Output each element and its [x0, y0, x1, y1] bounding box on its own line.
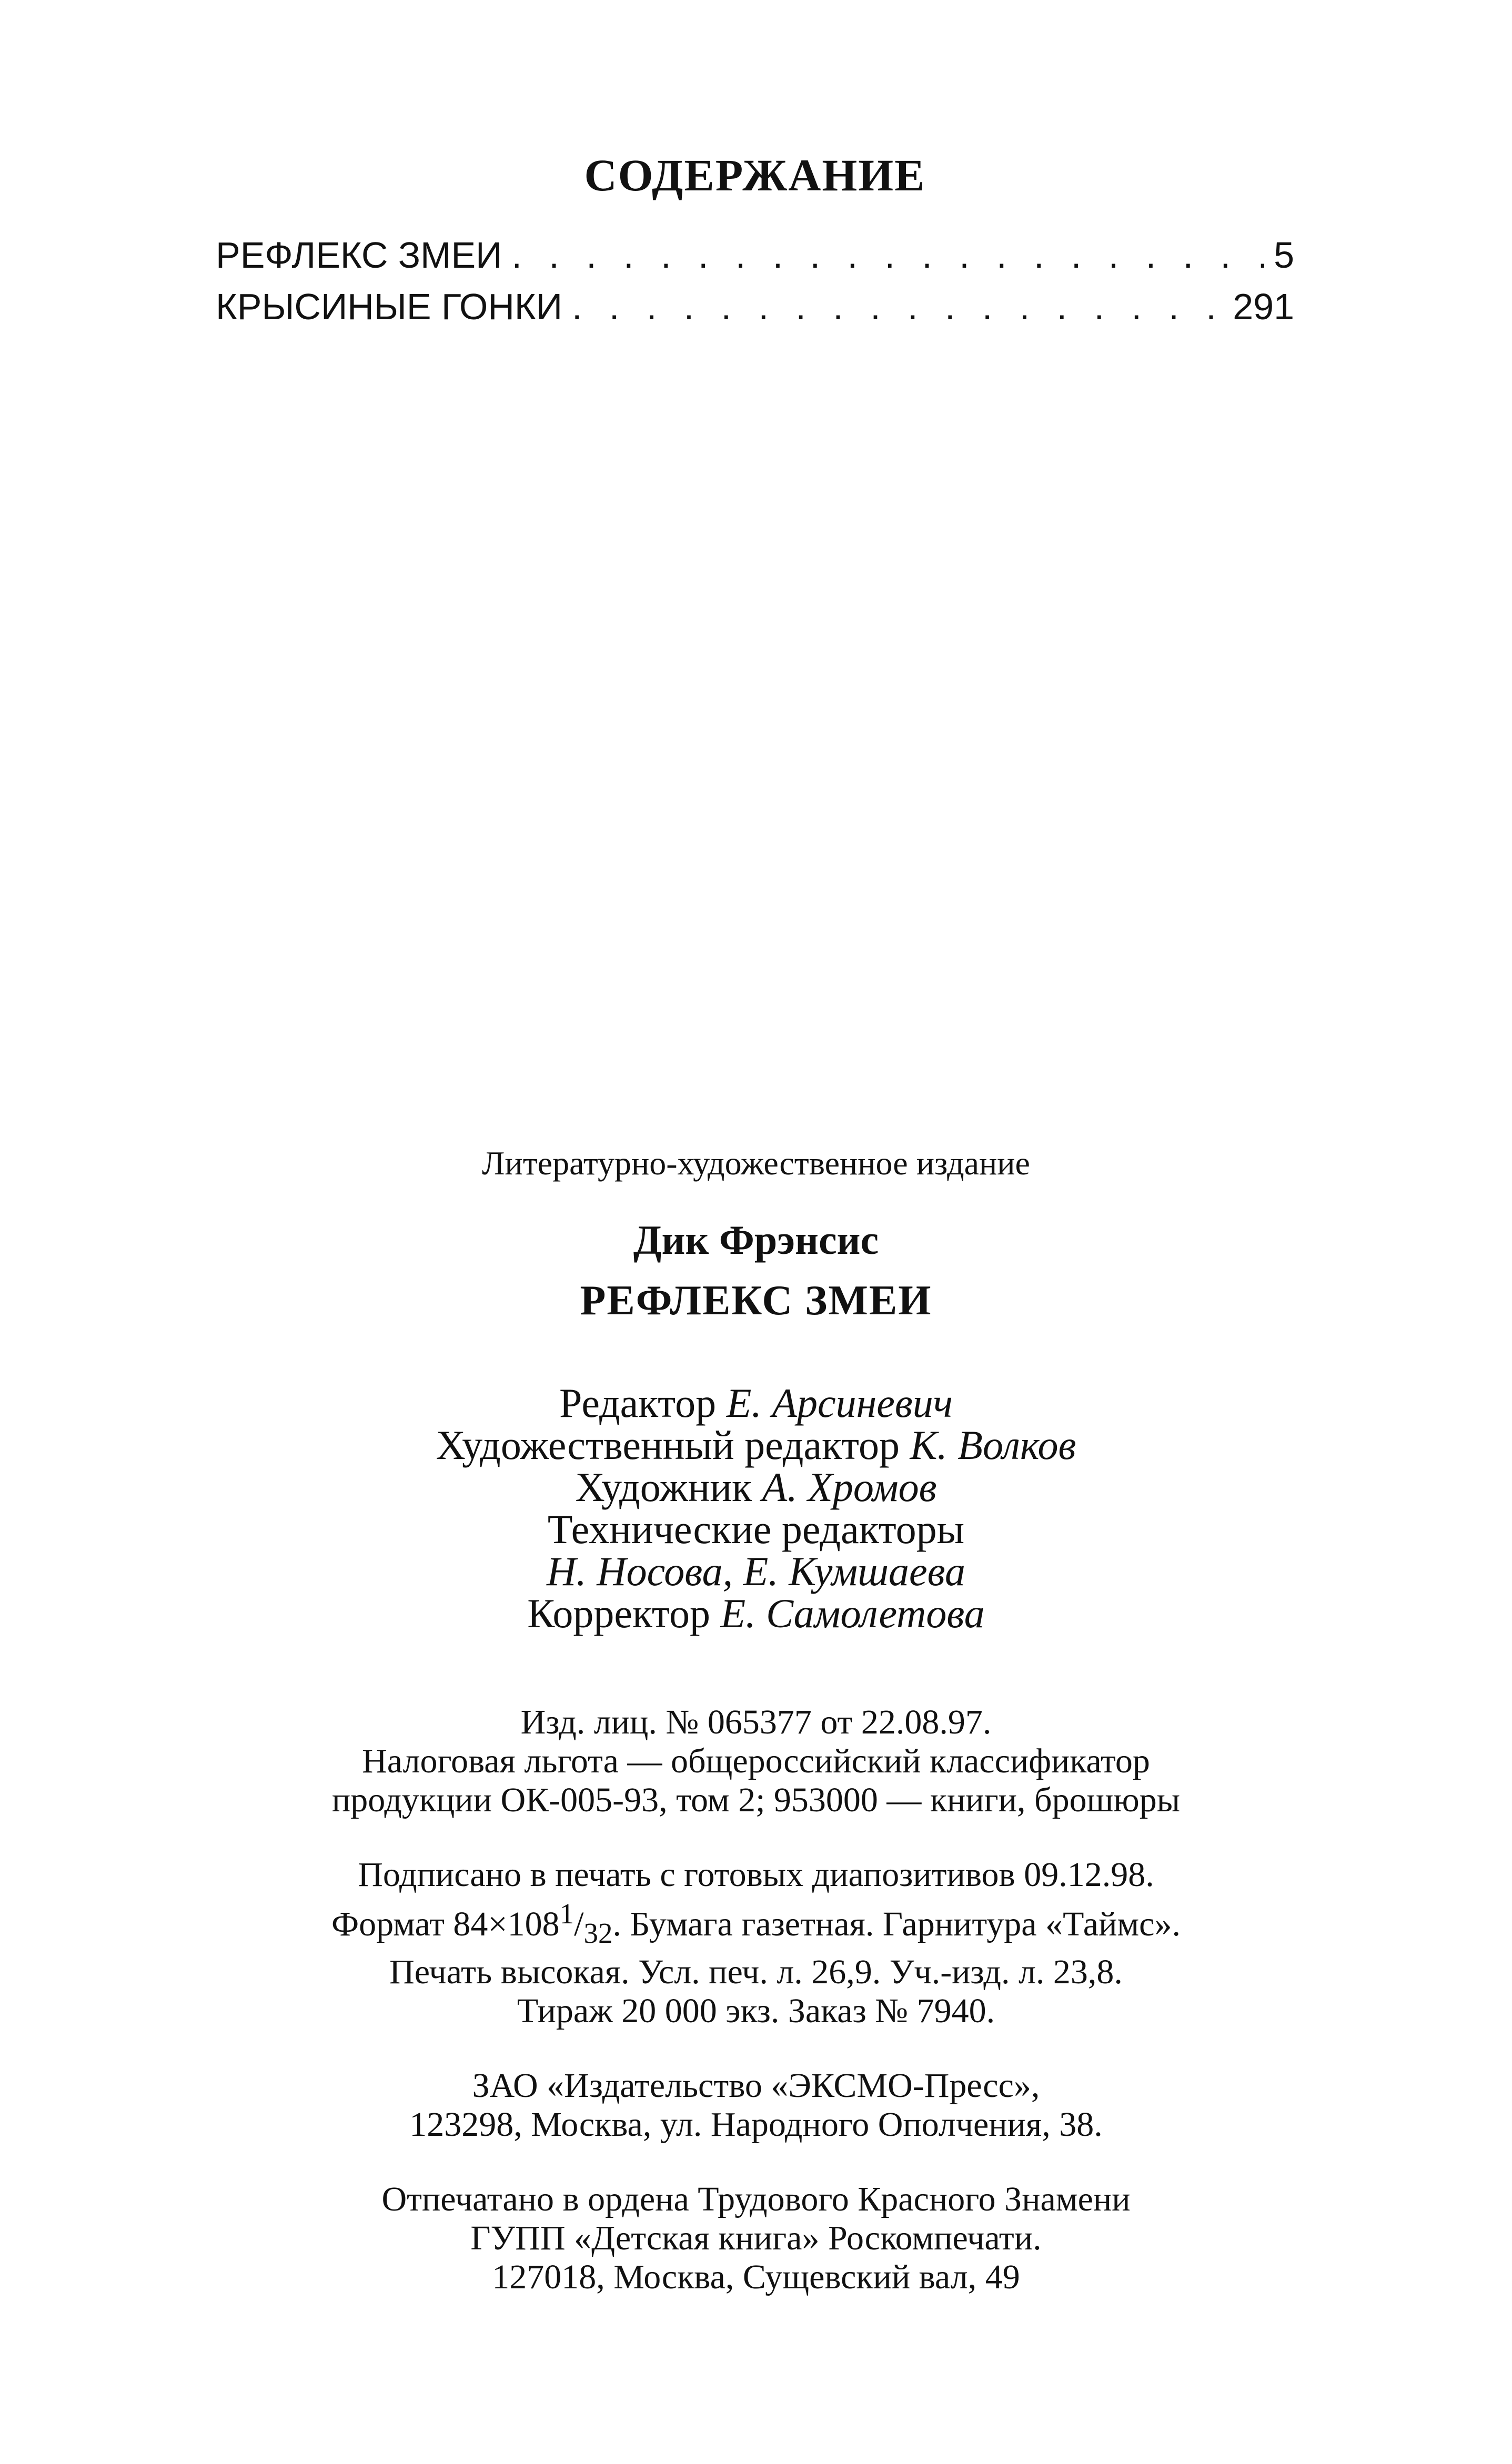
- imprint-block: [158, 1144, 1354, 2297]
- toc-title: СОДЕРЖАНИЕ: [584, 150, 926, 200]
- spec-line: Тираж 20 000 экз. Заказ № 7940.: [517, 1992, 995, 2031]
- credit-artist: [158, 1466, 1354, 1508]
- credit-person: Н. Носова, Е. Кумшаева: [546, 1548, 966, 1594]
- format-fraction-numerator: 1: [559, 1898, 574, 1930]
- toc-entry-row: [216, 229, 1294, 281]
- license-line: Налоговая льгота — общероссийский классификатор: [362, 1742, 1150, 1780]
- print-specs: [158, 1855, 1354, 2031]
- credit-tech-editors-role: Технические редакторы: [547, 1506, 965, 1552]
- printer-line: Отпечатано в ордена Трудового Красного Знамени: [381, 2180, 1131, 2219]
- toc-dot-leader: [511, 229, 1264, 281]
- toc-dot-leader: [572, 281, 1223, 332]
- credit-person: Е. Самолетова: [720, 1590, 985, 1636]
- toc-entry-label: РЕФЛЕКС ЗМЕИ: [216, 235, 502, 276]
- credit-role: Художественный редактор: [436, 1422, 900, 1468]
- credit-person: Е. Арсиневич: [726, 1380, 953, 1426]
- printer-line: 127018, Москва, Сущевский вал, 49: [492, 2258, 1020, 2297]
- edition-type: Литературно-художественное издание: [482, 1144, 1030, 1182]
- publisher-line: ЗАО «Издательство «ЭКСМО-Пресс»,: [472, 2066, 1040, 2105]
- format-text: Формат 84×108: [331, 1905, 560, 1943]
- toc-entry-row: [216, 281, 1294, 332]
- credit-role: Художник: [575, 1464, 752, 1510]
- table-of-contents: [216, 150, 1294, 332]
- credit-role: Редактор: [559, 1380, 717, 1426]
- toc-entry-page: 291: [1233, 286, 1294, 327]
- author-name: Дик Фрэнсис: [633, 1217, 879, 1263]
- toc-entry-label: КРЫСИНЫЕ ГОНКИ: [216, 286, 563, 327]
- credit-person: А. Хромов: [762, 1464, 937, 1510]
- printer-info: [158, 2180, 1354, 2297]
- spec-line: Подписано в печать с готовых диапозитивов 09.12.98.: [358, 1855, 1154, 1894]
- publisher-info: [158, 2066, 1354, 2144]
- staff-credits: [158, 1382, 1354, 1635]
- license-info: [158, 1703, 1354, 1820]
- credit-person: К. Волков: [910, 1422, 1076, 1468]
- spec-line: Печать высокая. Усл. печ. л. 26,9. Уч.-изд. л. 23,8.: [389, 1953, 1123, 1992]
- printer-line: ГУПП «Детская книга» Роскомпечати.: [470, 2219, 1042, 2258]
- credit-tech-editors-names: [158, 1550, 1354, 1593]
- license-line: Изд. лиц. № 065377 от 22.08.97.: [520, 1703, 992, 1741]
- toc-entry-page: 5: [1274, 235, 1294, 276]
- credit-art-editor: [158, 1424, 1354, 1466]
- book-title: РЕФЛЕКС ЗМЕИ: [580, 1277, 932, 1324]
- credit-proofreader: [158, 1590, 1354, 1636]
- credit-editor: [158, 1382, 1354, 1424]
- spec-line-format: Формат $84\times 108^1/_{32}$. Бумага газетная. Гарнитура «Таймс».: [331, 1898, 1181, 1950]
- publisher-line: 123298, Москва, ул. Народного Ополчения, 38.: [409, 2105, 1103, 2144]
- credit-role: Корректор: [527, 1590, 710, 1636]
- license-line: продукции ОК-005-93, том 2; 953000 — книги, брошюры: [331, 1781, 1181, 1819]
- format-text-rest: . Бумага газетная. Гарнитура «Таймс».: [612, 1905, 1181, 1943]
- format-fraction-denominator: 32: [583, 1917, 613, 1950]
